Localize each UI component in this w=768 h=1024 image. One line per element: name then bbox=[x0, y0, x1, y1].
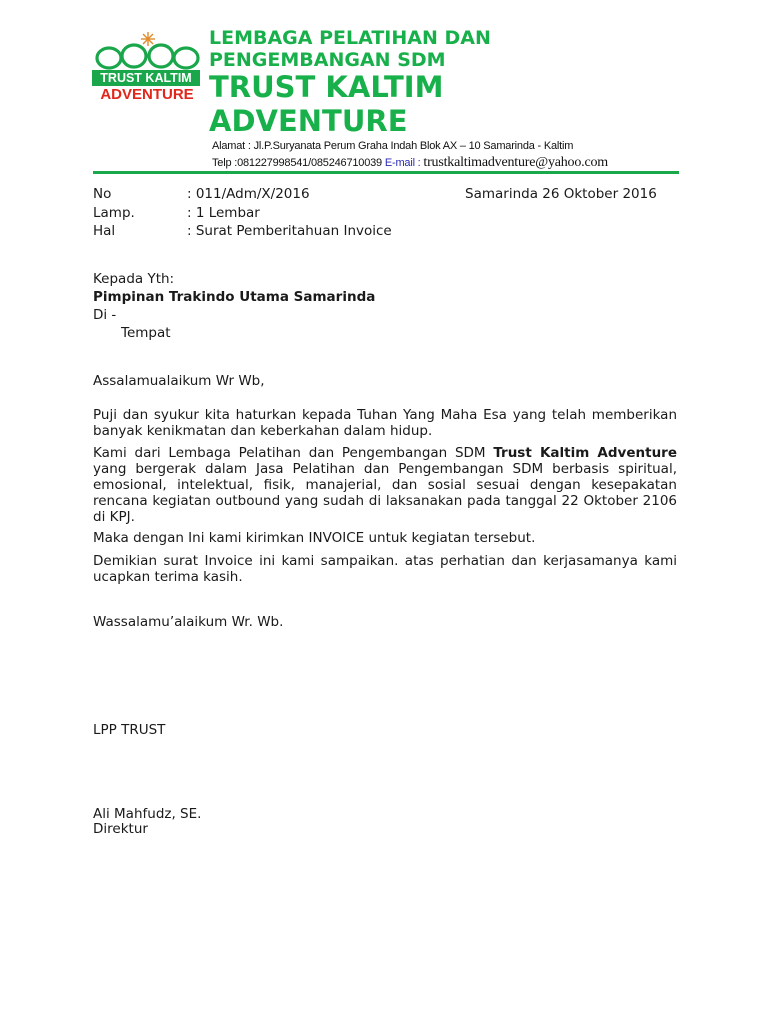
no-value: : 011/Adm/X/2016 bbox=[187, 186, 310, 202]
lamp-value: : 1 Lembar bbox=[187, 205, 260, 221]
recipient-di: Di - bbox=[93, 307, 117, 323]
org-name-line2: PENGEMBANGAN SDM bbox=[209, 49, 446, 71]
header-divider bbox=[93, 171, 679, 174]
paragraph-1: Puji dan syukur kita haturkan kepada Tuhan Yang Maha Esa yang telah memberikan banyak kenikmatan dan keberkahan dalam hidup. bbox=[93, 407, 677, 439]
paragraph-2-lead: Kami dari Lembaga Pelatihan dan Pengembangan SDM bbox=[93, 445, 494, 461]
recipient-place: Tempat bbox=[121, 325, 171, 341]
recipient-greeting: Kepada Yth: bbox=[93, 271, 175, 287]
address-line: Alamat : Jl.P.Suryanata Perum Graha Indah Blok AX – 10 Samarinda - Kaltim bbox=[212, 140, 574, 152]
email-label: E-mail : bbox=[384, 157, 421, 169]
paragraph-2-company: Trust Kaltim Adventure bbox=[493, 445, 677, 461]
contact-line bbox=[212, 155, 608, 171]
signature-title: Direktur bbox=[93, 821, 148, 837]
opening-salutation: Assalamualaikum Wr Wb, bbox=[93, 373, 265, 389]
paragraph-3: Maka dengan Ini kami kirimkan INVOICE untuk kegiatan tersebut. bbox=[93, 530, 536, 546]
logo-text-adventure: ADVENTURE bbox=[100, 86, 194, 103]
paragraph-2 bbox=[93, 445, 677, 525]
brand-name-line2: ADVENTURE bbox=[209, 104, 408, 138]
recipient-name: Pimpinan Trakindo Utama Samarinda bbox=[93, 289, 376, 305]
paragraph-4: Demikian surat Invoice ini kami sampaikan. atas perhatian dan kerjasamanya kami ucapkan terima kasih. bbox=[93, 553, 677, 585]
closing-salutation: Wassalamu’alaikum Wr. Wb. bbox=[93, 614, 284, 630]
lamp-label: Lamp. bbox=[93, 205, 135, 221]
letter-date: Samarinda 26 Oktober 2016 bbox=[465, 186, 657, 202]
phone-text: Telp :081227998541/085246710039 bbox=[212, 157, 382, 169]
subject-label: Hal bbox=[93, 223, 116, 239]
no-label: No bbox=[93, 186, 112, 202]
signature-org: LPP TRUST bbox=[93, 722, 166, 738]
subject-value: : Surat Pemberitahuan Invoice bbox=[187, 223, 392, 239]
brand-name-line1: TRUST KALTIM bbox=[209, 70, 444, 104]
org-name-line1: LEMBAGA PELATIHAN DAN bbox=[209, 27, 491, 49]
signature-name: Ali Mahfudz, SE. bbox=[93, 806, 202, 822]
logo-text-trust-kaltim: TRUST KALTIM bbox=[92, 70, 200, 86]
paragraph-2-rest: yang bergerak dalam Jasa Pelatihan dan Pengembangan SDM berbasis spiritual, emosional, intelektual, fisik, manajerial, dan sosial sesuai dengan kesepakatan rencana kegiatan outbound yang sudah di laksanakan pada tanggal 22 Oktober 2106 di KPJ. bbox=[93, 461, 677, 525]
email-address: trustkaltimadventure@yahoo.com bbox=[423, 155, 608, 170]
